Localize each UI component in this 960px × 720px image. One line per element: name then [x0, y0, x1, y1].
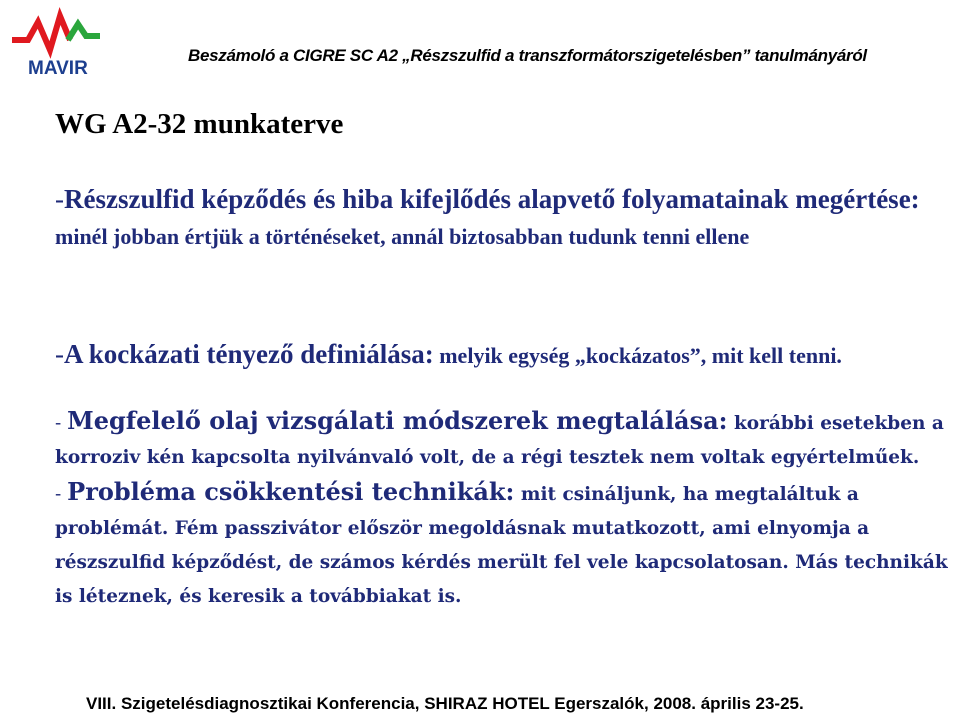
list-group: [55, 404, 960, 614]
item-body: korábbi esetekben a korroziv kén kapcsolta nyilvánvaló volt, de a régi tesztek nem voltak egyértelműek.: [55, 413, 944, 468]
item-title: Probléma csökkentési technikák:: [67, 477, 515, 506]
list-item: [55, 181, 960, 255]
presentation-title: Beszámoló a CIGRE SC A2 „Részszulfid a transzformátorszigetelésben” tanulmányáról: [188, 46, 867, 65]
item-title: A kockázati tényező definiálása:: [64, 339, 434, 369]
bullet-dash: -: [55, 484, 68, 505]
bullet-dash: -: [55, 184, 64, 214]
item-body: mit csináljunk, ha megtaláltuk a problémát. Fém passzivátor először megoldásnak mutatkozott, ami elnyomja a részszulfid képződést, de számos kérdés merült fel vele kapcsolatosan. Más technikák is léteznek, és keresik a továbbiakat is.: [55, 484, 948, 607]
footer-conference: VIII. Szigetelésdiagnosztikai Konferencia, SHIRAZ HOTEL Egerszalók, 2008. április 23-25.: [86, 694, 804, 713]
item-title: Részszulfid képződés és hiba kifejlődés alapvető folyamatainak megértése:: [64, 184, 920, 214]
logo-text: MAVIR: [28, 58, 88, 79]
item-title: Megfelelő olaj vizsgálati módszerek megtalálása:: [67, 406, 728, 435]
slide-heading: WG A2-32 munkaterve: [55, 108, 344, 140]
bullet-dash: -: [55, 339, 64, 369]
list-item: [55, 475, 960, 614]
list-item: [55, 338, 960, 372]
bullet-dash: -: [55, 413, 68, 434]
item-body: melyik egység „kockázatos”, mit kell tenni.: [433, 343, 842, 368]
item-body: minél jobban értjük a történéseket, annál biztosabban tudunk tenni ellene: [55, 224, 750, 249]
mavir-logo-mark: [8, 6, 104, 80]
mavir-logo: [8, 6, 104, 80]
list-item: [55, 404, 960, 475]
